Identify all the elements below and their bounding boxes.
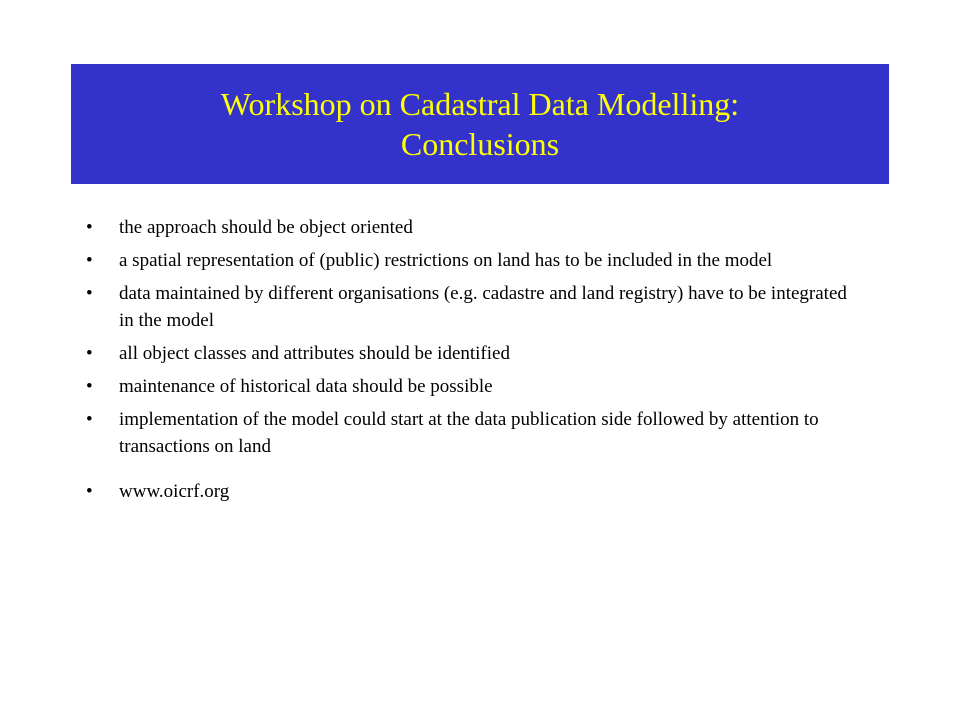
- bullet-list: [86, 214, 866, 511]
- bullet-item: [86, 406, 866, 460]
- bullet-marker: •: [86, 376, 93, 397]
- bullet-text: data maintained by different organisations (e.g. cadastre and land registry) have to be integrated in the model: [119, 283, 847, 331]
- bullet-text: implementation of the model could start at the data publication side followed by attention to transactions on land: [119, 409, 819, 457]
- bullet-item: [86, 373, 866, 400]
- bullet-item: [86, 280, 866, 334]
- bullet-marker: •: [86, 481, 93, 502]
- bullet-item: [86, 340, 866, 367]
- bullet-text: the approach should be object oriented: [119, 217, 413, 238]
- bullet-marker: •: [86, 343, 93, 364]
- bullet-marker: •: [86, 217, 93, 238]
- slide-title-line-1: Workshop on Cadastral Data Modelling:: [220, 86, 740, 122]
- title-banner: [71, 64, 889, 184]
- slide-title-line-2: Conclusions: [400, 126, 560, 162]
- bullet-text: all object classes and attributes should be identified: [119, 343, 510, 364]
- bullet-item: [86, 247, 866, 274]
- bullet-marker: •: [86, 283, 93, 304]
- bullet-item-link: [86, 478, 866, 505]
- bullet-item: [86, 214, 866, 241]
- website-link[interactable]: www.oicrf.org: [119, 481, 230, 502]
- bullet-text: maintenance of historical data should be possible: [119, 376, 493, 397]
- bullet-text: a spatial representation of (public) restrictions on land has to be included in the model: [119, 250, 773, 271]
- bullet-marker: •: [86, 250, 93, 271]
- bullet-marker: •: [86, 409, 93, 430]
